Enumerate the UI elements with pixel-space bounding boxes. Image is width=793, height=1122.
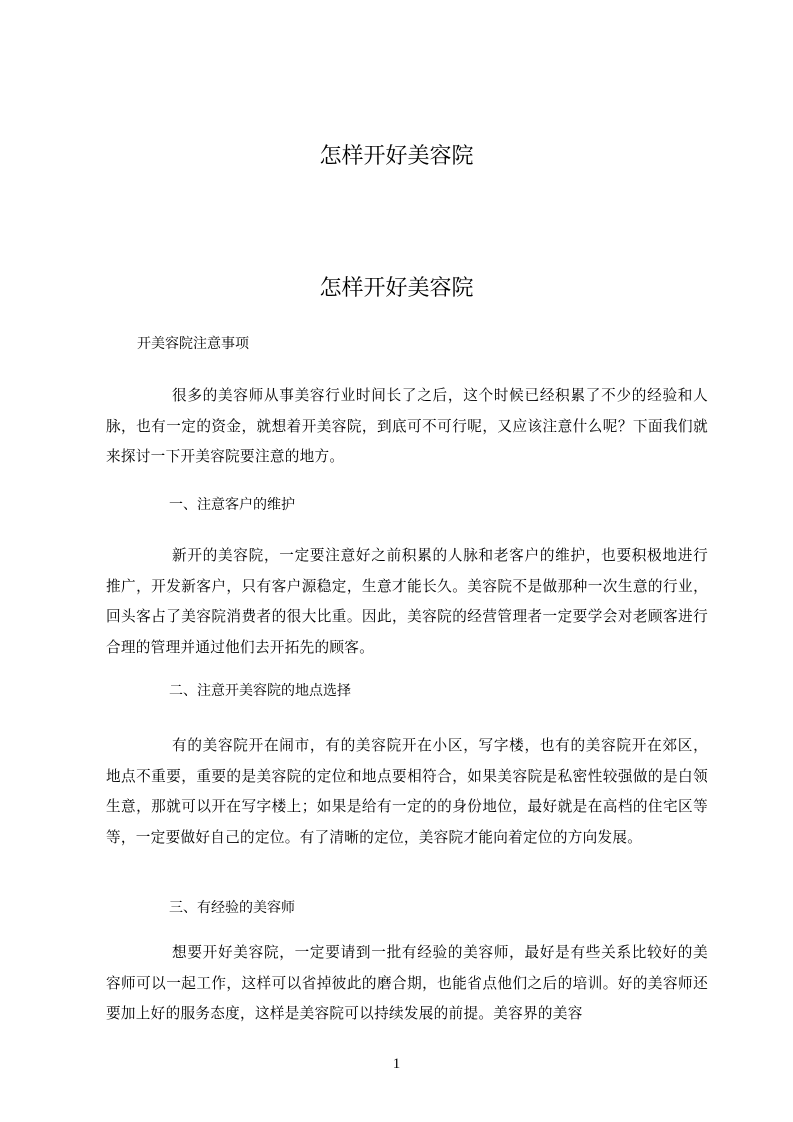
- header-title: 怎样开好美容院: [319, 144, 474, 169]
- main-title: 怎样开好美容院: [319, 276, 474, 301]
- section-heading-2: 二、注意开美容院的地点选择: [169, 683, 351, 699]
- section-body-2: 有的美容院开在闹市，有的美容院开在小区，写字楼，也有的美容院开在郊区，地点不重要，重要的是美容院的定位和地点要相符合，如果美容院是私密性较强做的是白领生意，那就可以开在写字楼上；如果是给有一定的的身份地位，最好就是在高档的住宅区等等，一定要做好自己的定位。有了清晰的定位，美容院才能向着定位的方向发展。: [106, 737, 708, 846]
- page-number: 1: [392, 1056, 401, 1072]
- section-heading-1: 一、注意客户的维护: [169, 497, 295, 513]
- subtitle: 开美容院注意事项: [137, 336, 249, 352]
- section-body-1: 新开的美容院，一定要注意好之前积累的人脉和老客户的维护，也要积极地进行推广，开发新客户，只有客户源稳定，生意才能长久。美容院不是做那种一次生意的行业，回头客占了美容院消费者的很大比重。因此，美容院的经营管理者一定要学会对老顾客进行合理的管理并通过他们去开拓先的顾客。: [106, 547, 708, 656]
- section-heading-3: 三、有经验的美容师: [169, 900, 295, 916]
- section-body-3: 想要开好美容院，一定要请到一批有经验的美容师，最好是有些关系比较好的美容师可以一起工作，这样可以省掉彼此的磨合期，也能省点他们之后的培训。好的美容师还要加上好的服务态度，这样是美容院可以持续发展的前提。美容界的美容: [106, 944, 708, 1022]
- intro-paragraph: 很多的美容师从事美容行业时间长了之后，这个时候已经积累了不少的经验和人脉，也有一定的资金，就想着开美容院，到底可不可行呢，又应该注意什么呢？下面我们就来探讨一下开美容院要注意的地方。: [106, 387, 708, 465]
